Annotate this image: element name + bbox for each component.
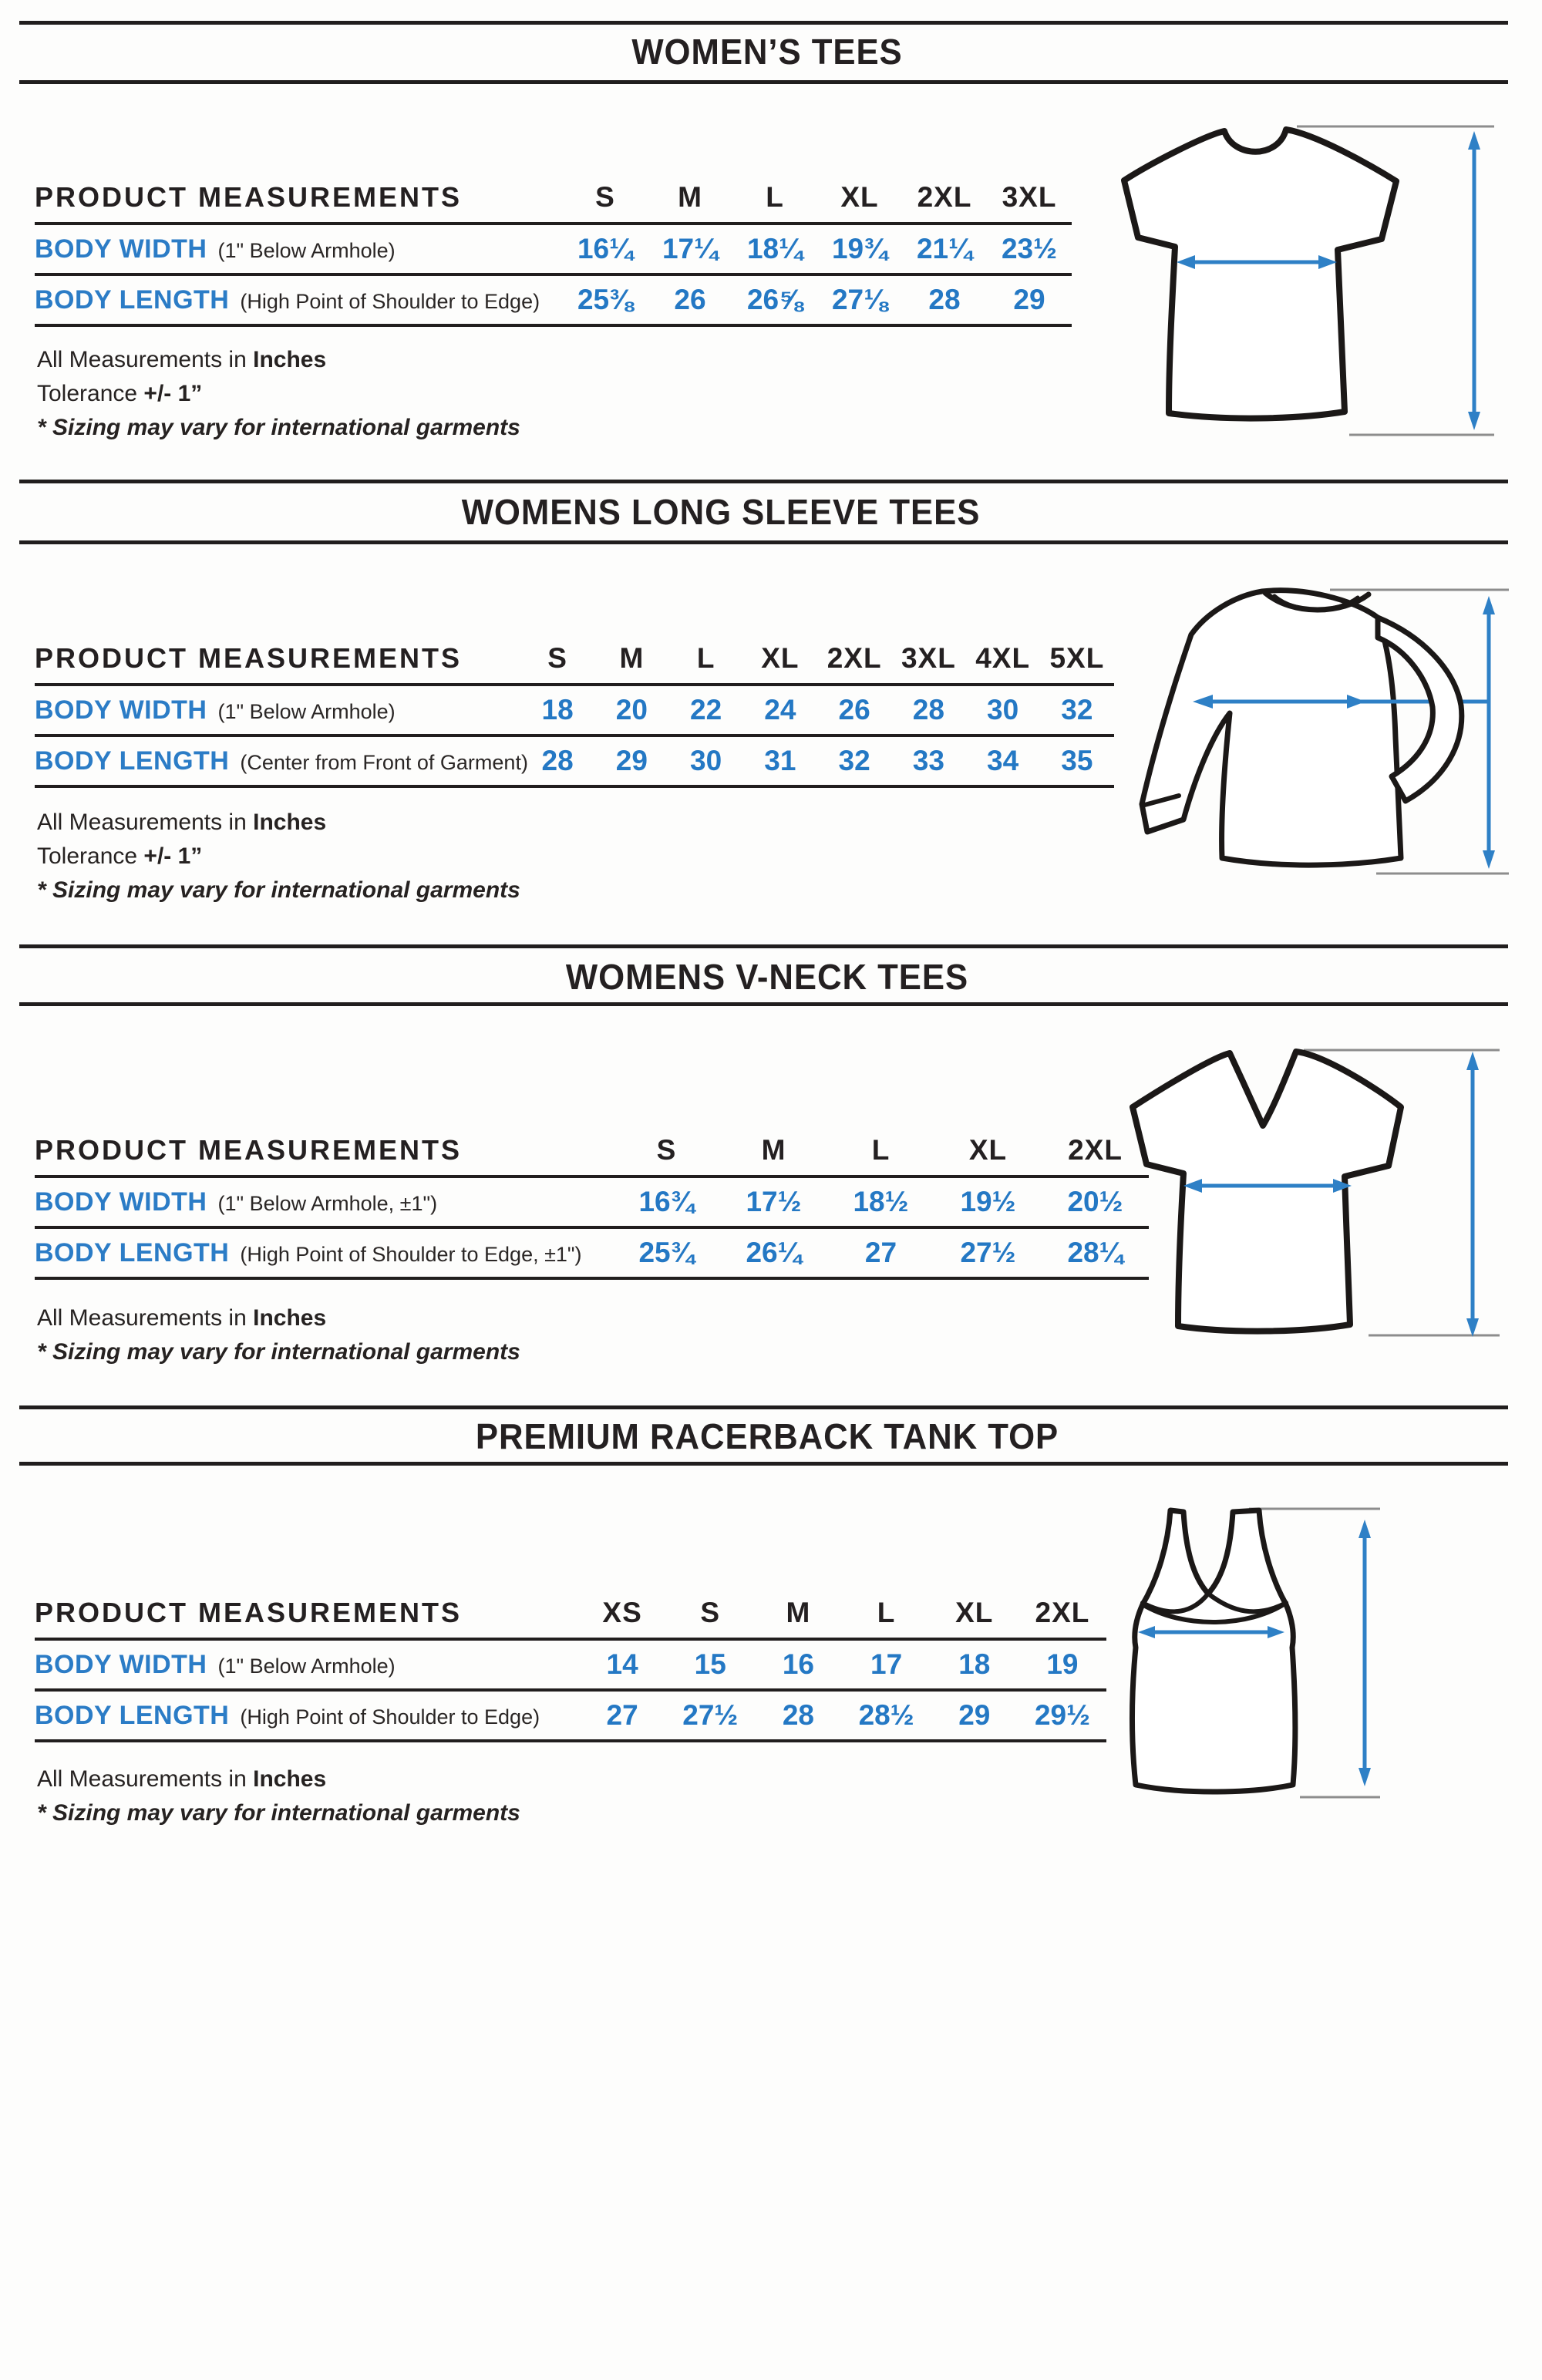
size-column-header: 2XL (1068, 1134, 1123, 1166)
row-label: BODY WIDTH (35, 695, 207, 725)
measurement-value: 14 (606, 1648, 638, 1680)
row-sublabel: (1" Below Armhole) (217, 1654, 396, 1678)
table-row (35, 1692, 1106, 1739)
measurement-value: 20½ (1067, 1186, 1123, 1217)
note-bold-text: Inches (253, 347, 327, 372)
row-label-cell (35, 1650, 578, 1680)
v-neck-tee-diagram (1114, 1032, 1515, 1352)
measurements-table (35, 1588, 1106, 1742)
table-rule (35, 785, 1114, 788)
size-column-header: L (766, 181, 784, 213)
section-title: WOMENS V-NECK TEES (565, 957, 969, 997)
table-header-label: PRODUCT MEASUREMENTS (35, 181, 463, 213)
table-header-row (35, 634, 1114, 683)
note-text: * Sizing may vary for international garments (37, 415, 520, 440)
table-header-label: PRODUCT MEASUREMENTS (35, 642, 463, 674)
measurement-value: 29 (615, 745, 648, 776)
note-text: Tolerance (37, 381, 144, 406)
note-text: * Sizing may vary for international garments (37, 1339, 520, 1365)
row-label: BODY WIDTH (35, 234, 207, 264)
note-bold-text: Inches (253, 1766, 327, 1792)
row-label-cell (35, 1238, 613, 1268)
table-rule (35, 1277, 1149, 1280)
row-sublabel: (Center from Front of Garment) (240, 750, 528, 774)
row-label-cell (35, 1187, 613, 1217)
size-column-header: XL (968, 1134, 1008, 1166)
measurement-value: 35 (1061, 745, 1093, 776)
table-header-row (35, 1126, 1149, 1175)
table-row (35, 276, 1072, 324)
measurement-value: 19¾ (831, 233, 887, 264)
note-text: All Measurements in (37, 1305, 254, 1331)
tank-outline (1133, 1510, 1295, 1792)
notes (37, 806, 520, 907)
size-column-header: M (619, 642, 645, 674)
measurement-value: 28½ (858, 1699, 914, 1731)
note-line (37, 1762, 520, 1796)
row-label-cell (35, 746, 528, 776)
section-title: PREMIUM RACERBACK TANK TOP (475, 1416, 1059, 1456)
size-column-header: L (877, 1597, 896, 1628)
measurement-value: 25⅜ (577, 284, 633, 315)
measurement-value: 29 (1013, 284, 1045, 315)
table-row (35, 686, 1114, 734)
table-rule (35, 324, 1072, 327)
size-column-header: 3XL (901, 642, 956, 674)
size-column-header: S (656, 1134, 677, 1166)
note-text: * Sizing may vary for international garments (37, 877, 520, 903)
measurement-value: 26¼ (746, 1237, 802, 1268)
note-line (37, 840, 520, 874)
measurement-value: 17¼ (662, 233, 718, 264)
note-text: All Measurements in (37, 810, 254, 835)
note-line (37, 806, 520, 840)
measurement-value: 16 (782, 1648, 814, 1680)
size-column-header: 5XL (1049, 642, 1105, 674)
tee-outline (1133, 1052, 1401, 1331)
row-label: BODY LENGTH (35, 284, 230, 315)
measurement-value: 34 (987, 745, 1019, 776)
measurement-value: 28¼ (1067, 1237, 1123, 1268)
divider (19, 80, 1508, 84)
note-bold-text: +/- 1” (143, 843, 203, 869)
measurements-table (35, 173, 1072, 327)
size-column-header: S (595, 181, 615, 213)
size-column-header: XL (955, 1597, 994, 1628)
body-length-arrow (1468, 131, 1480, 430)
note-line (37, 411, 520, 445)
divider (19, 480, 1508, 483)
size-column-header: M (761, 1134, 786, 1166)
measurement-value: 16¾ (638, 1186, 695, 1217)
section-title: WOMEN’S TEES (631, 32, 903, 72)
divider (19, 1405, 1508, 1409)
table-row (35, 737, 1114, 785)
measurement-value: 27½ (682, 1699, 739, 1731)
row-sublabel: (1" Below Armhole) (217, 238, 396, 262)
tee-outline (1124, 130, 1396, 419)
note-line (37, 1301, 520, 1335)
row-label-cell (35, 285, 563, 315)
divider (19, 1462, 1508, 1466)
measurement-value: 27 (606, 1699, 638, 1731)
measurement-value: 27 (864, 1237, 897, 1268)
note-line (37, 1796, 520, 1830)
table-row (35, 1229, 1149, 1277)
size-column-header: L (696, 642, 715, 674)
size-column-header: 2XL (1035, 1597, 1090, 1628)
measurement-value: 17½ (746, 1186, 802, 1217)
row-label-cell (35, 234, 563, 264)
measurement-value: 32 (1061, 694, 1093, 725)
measurement-value: 26⅝ (746, 284, 803, 315)
size-column-header: M (678, 181, 702, 213)
measurement-value: 20 (615, 694, 648, 725)
table-row (35, 225, 1072, 273)
note-bold-text: +/- 1” (143, 381, 203, 406)
measurement-value: 27⅛ (831, 284, 887, 315)
table-header-label: PRODUCT MEASUREMENTS (35, 1597, 463, 1628)
note-text: All Measurements in (37, 1766, 254, 1792)
table-header-row (35, 1588, 1106, 1638)
note-bold-text: Inches (253, 810, 327, 835)
measurement-value: 16¼ (577, 233, 633, 264)
measurement-value: 25¾ (638, 1237, 695, 1268)
measurement-value: 27½ (960, 1237, 1016, 1268)
measurement-value: 30 (987, 694, 1019, 725)
measurement-value: 28 (541, 745, 574, 776)
measurement-value: 19½ (960, 1186, 1016, 1217)
row-label-cell (35, 1701, 578, 1731)
note-line (37, 874, 520, 907)
notes (37, 1301, 520, 1369)
row-label: BODY LENGTH (35, 746, 230, 776)
measurement-value: 28 (928, 284, 961, 315)
size-column-header: S (700, 1597, 721, 1628)
row-label-cell (35, 695, 520, 725)
measurement-value: 18¼ (746, 233, 803, 264)
measurement-value: 23½ (1001, 233, 1057, 264)
size-column-header: 3XL (1002, 181, 1057, 213)
size-column-header: XL (761, 642, 800, 674)
measurement-value: 31 (764, 745, 796, 776)
measurement-value: 18½ (853, 1186, 909, 1217)
note-line (37, 1335, 520, 1369)
measurement-value: 26 (674, 284, 706, 315)
note-bold-text: Inches (253, 1305, 327, 1331)
measurement-value: 32 (838, 745, 870, 776)
size-column-header: S (547, 642, 567, 674)
crew-neck-tee-diagram (1103, 108, 1511, 455)
measurement-value: 21¼ (916, 233, 972, 264)
size-column-header: 2XL (827, 642, 882, 674)
measurement-value: 15 (694, 1648, 726, 1680)
size-column-header: XL (840, 181, 879, 213)
measurements-table (35, 1126, 1149, 1280)
measurement-value: 28 (912, 694, 944, 725)
body-length-arrow (1483, 596, 1495, 869)
divider (19, 944, 1508, 948)
measurement-value: 17 (870, 1648, 903, 1680)
divider (19, 540, 1508, 544)
tee-outline (1142, 591, 1401, 865)
body-length-arrow (1466, 1052, 1479, 1337)
measurement-value: 18 (958, 1648, 991, 1680)
note-line (37, 377, 520, 411)
size-column-header: L (871, 1134, 891, 1166)
row-label: BODY LENGTH (35, 1700, 230, 1730)
row-label: BODY LENGTH (35, 1237, 230, 1267)
size-column-header: XS (602, 1597, 642, 1628)
row-sublabel: (High Point of Shoulder to Edge, ±1") (240, 1242, 582, 1266)
measurement-value: 24 (764, 694, 796, 725)
note-text: All Measurements in (37, 347, 254, 372)
row-sublabel: (High Point of Shoulder to Edge) (240, 1705, 540, 1729)
notes (37, 343, 520, 445)
table-row (35, 1641, 1106, 1688)
table-header-row (35, 173, 1072, 222)
racerback-tank-diagram (1110, 1500, 1388, 1808)
notes (37, 1762, 520, 1830)
measurement-value: 33 (912, 745, 944, 776)
table-rule (35, 1739, 1106, 1742)
size-column-header: 2XL (917, 181, 972, 213)
measurement-value: 28 (782, 1699, 814, 1731)
measurements-table (35, 634, 1114, 788)
row-label: BODY WIDTH (35, 1649, 207, 1679)
long-sleeve-tee-diagram (1099, 574, 1519, 883)
table-row (35, 1178, 1149, 1226)
section-title: WOMENS LONG SLEEVE TEES (461, 492, 981, 532)
note-text: Tolerance (37, 843, 144, 869)
row-sublabel: (High Point of Shoulder to Edge) (240, 289, 540, 313)
size-column-header: M (786, 1597, 811, 1628)
table-header-label: PRODUCT MEASUREMENTS (35, 1134, 463, 1166)
note-text: * Sizing may vary for international garments (37, 1800, 520, 1826)
body-length-arrow (1359, 1520, 1371, 1786)
measurement-value: 29 (958, 1699, 991, 1731)
row-sublabel: (1" Below Armhole) (217, 699, 396, 723)
row-sublabel: (1" Below Armhole, ±1") (217, 1191, 438, 1215)
measurement-value: 18 (541, 694, 574, 725)
measurement-value: 22 (690, 694, 722, 725)
measurement-value: 26 (838, 694, 870, 725)
divider (19, 21, 1508, 25)
note-line (37, 343, 520, 377)
size-column-header: 4XL (975, 642, 1031, 674)
divider (19, 1002, 1508, 1006)
measurement-value: 29½ (1034, 1699, 1090, 1731)
measurement-value: 19 (1046, 1648, 1079, 1680)
row-label: BODY WIDTH (35, 1187, 207, 1217)
measurement-value: 30 (690, 745, 722, 776)
